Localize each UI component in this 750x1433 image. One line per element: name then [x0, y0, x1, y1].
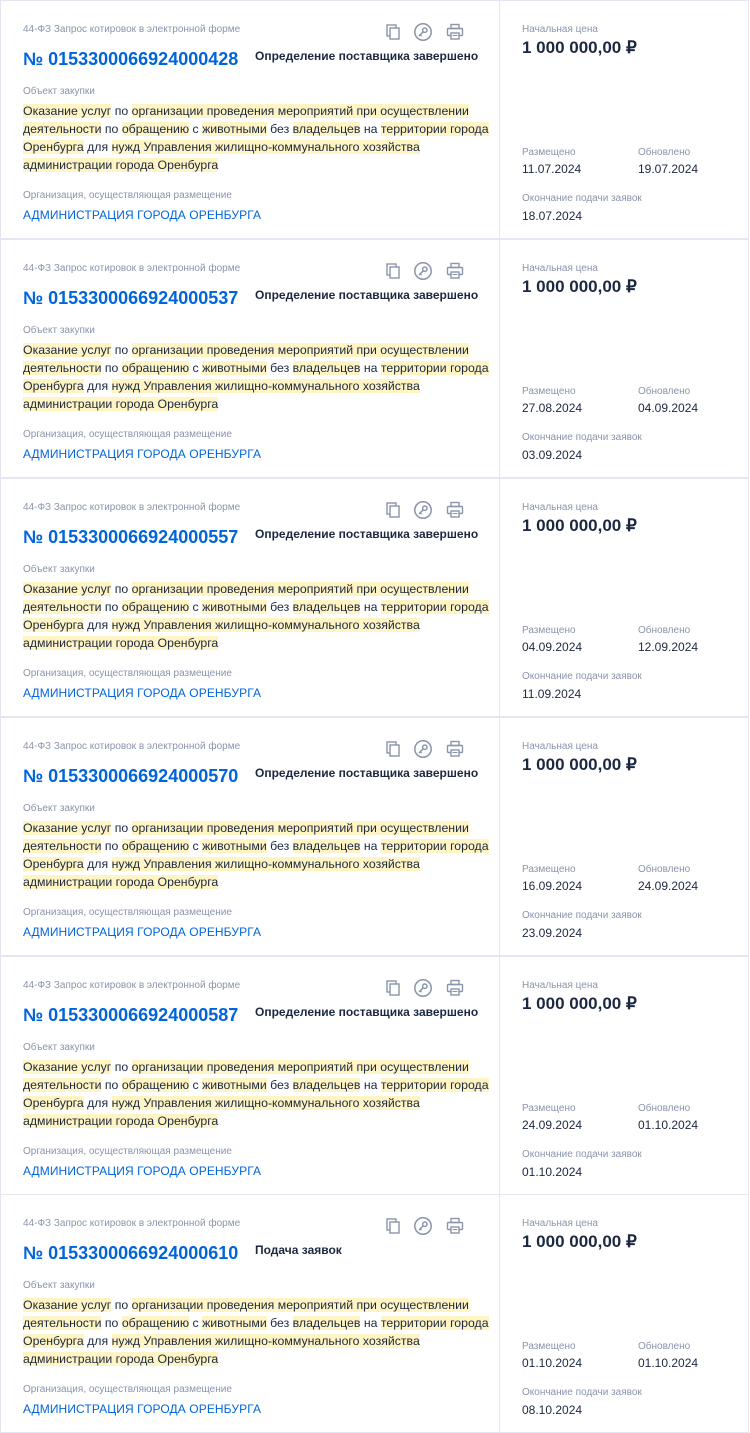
object-text: по	[101, 1316, 122, 1330]
deadline-date: 18.07.2024	[522, 209, 583, 223]
organization-link[interactable]: АДМИНИСТРАЦИЯ ГОРОДА ОРЕНБУРГА	[23, 447, 262, 461]
deadline-date: 01.10.2024	[522, 1165, 583, 1179]
updated-label: Обновлено	[638, 625, 691, 636]
deadline-date: 03.09.2024	[522, 448, 583, 462]
deadline-label: Окончание подачи заявок	[522, 432, 642, 443]
updated-date: 24.09.2024	[638, 879, 699, 893]
highlighted-term: территории города Оренбурга	[23, 122, 489, 154]
card-actions	[383, 1216, 473, 1238]
object-text: для	[83, 618, 112, 632]
card-summary	[499, 956, 749, 1195]
object-text: на	[360, 1078, 381, 1092]
card-actions	[383, 22, 473, 44]
highlighted-term: организации проведения мероприятий при осуществлении деятельности	[23, 1060, 469, 1092]
highlighted-term: нужд Управления жилищно-коммунального хозяйства администрации города Оренбурга	[23, 618, 420, 650]
highlighted-term: Оказание услуг	[23, 104, 112, 118]
published-date: 27.08.2024	[522, 401, 583, 415]
purchase-number-link[interactable]: № 0153300066924000557	[23, 527, 239, 547]
object-text: на	[360, 1316, 381, 1330]
price-value: 1 000 000,00 ₽	[522, 516, 637, 535]
card-actions	[383, 261, 473, 283]
purchase-number-link[interactable]: № 0153300066924000570	[23, 766, 239, 786]
status-text: Подача заявок	[255, 1243, 342, 1257]
card-main	[0, 478, 500, 717]
price-value: 1 000 000,00 ₽	[522, 277, 637, 296]
highlighted-term: организации проведения мероприятий при осуществлении деятельности	[23, 821, 469, 853]
purchase-card	[0, 1194, 750, 1433]
org-label: Организация, осуществляющая размещение	[23, 190, 232, 201]
highlighted-term: владельцев	[292, 1316, 361, 1330]
object-text: по	[111, 1298, 132, 1312]
highlighted-term: животными	[202, 122, 267, 136]
organization-link[interactable]: АДМИНИСТРАЦИЯ ГОРОДА ОРЕНБУРГА	[23, 1164, 262, 1178]
highlighted-term: организации проведения мероприятий при осуществлении деятельности	[23, 1298, 469, 1330]
highlighted-term: обращению	[121, 122, 190, 136]
card-summary	[499, 717, 749, 956]
purchase-number-link[interactable]: № 0153300066924000587	[23, 1005, 239, 1025]
highlighted-term: организации проведения мероприятий при осуществлении деятельности	[23, 582, 469, 614]
purchase-card	[0, 478, 750, 717]
highlighted-term: владельцев	[292, 600, 361, 614]
updated-date: 01.10.2024	[638, 1118, 699, 1132]
card-main	[0, 956, 500, 1195]
card-summary	[499, 1194, 749, 1433]
highlighted-term: владельцев	[292, 839, 361, 853]
highlighted-term: владельцев	[292, 361, 361, 375]
copy-icon[interactable]	[383, 739, 403, 759]
card-summary	[499, 0, 749, 239]
object-description	[23, 1296, 491, 1368]
price-label: Начальная цена	[522, 502, 598, 513]
highlighted-term: организации проведения мероприятий при осуществлении деятельности	[23, 343, 469, 375]
status-text: Определение поставщика завершено	[255, 49, 479, 63]
status-text: Определение поставщика завершено	[255, 527, 479, 541]
object-description	[23, 819, 491, 891]
organization-link[interactable]: АДМИНИСТРАЦИЯ ГОРОДА ОРЕНБУРГА	[23, 1402, 262, 1416]
purchase-number-link[interactable]: № 0153300066924000428	[23, 49, 239, 69]
deadline-date: 23.09.2024	[522, 926, 583, 940]
highlighted-term: владельцев	[292, 1078, 361, 1092]
organization-link[interactable]: АДМИНИСТРАЦИЯ ГОРОДА ОРЕНБУРГА	[23, 686, 262, 700]
published-date: 16.09.2024	[522, 879, 583, 893]
org-label: Организация, осуществляющая размещение	[23, 668, 232, 679]
updated-label: Обновлено	[638, 386, 691, 397]
deadline-date: 11.09.2024	[522, 687, 582, 701]
object-text: по	[101, 600, 122, 614]
deadline-label: Окончание подачи заявок	[522, 193, 642, 204]
object-label: Объект закупки	[23, 803, 95, 814]
card-summary	[499, 478, 749, 717]
object-description	[23, 341, 491, 413]
highlighted-term: Оказание услуг	[23, 821, 112, 835]
object-label: Объект закупки	[23, 325, 95, 336]
purchase-card	[0, 717, 750, 956]
organization-link[interactable]: АДМИНИСТРАЦИЯ ГОРОДА ОРЕНБУРГА	[23, 208, 262, 222]
published-label: Размещено	[522, 1341, 576, 1352]
purchase-card	[0, 956, 750, 1195]
law-type: 44-ФЗ Запрос котировок в электронной форме	[23, 980, 241, 991]
highlighted-term: животными	[202, 1078, 267, 1092]
object-text: на	[360, 122, 381, 136]
object-text: с	[189, 361, 203, 375]
highlighted-term: территории города Оренбурга	[23, 600, 489, 632]
highlighted-term: территории города Оренбурга	[23, 361, 489, 393]
print-icon[interactable]	[445, 1216, 465, 1236]
published-label: Размещено	[522, 1103, 576, 1114]
published-label: Размещено	[522, 147, 576, 158]
deadline-label: Окончание подачи заявок	[522, 1149, 642, 1160]
updated-date: 04.09.2024	[638, 401, 699, 415]
highlighted-term: нужд Управления жилищно-коммунального хозяйства администрации города Оренбурга	[23, 1334, 420, 1366]
object-text: по	[101, 1078, 122, 1092]
highlighted-term: нужд Управления жилищно-коммунального хозяйства администрации города Оренбурга	[23, 140, 420, 172]
object-text: для	[83, 379, 112, 393]
purchase-number-link[interactable]: № 0153300066924000610	[23, 1243, 239, 1263]
key-icon[interactable]	[413, 22, 433, 42]
law-type: 44-ФЗ Запрос котировок в электронной форме	[23, 741, 241, 752]
object-description	[23, 580, 491, 652]
organization-link[interactable]: АДМИНИСТРАЦИЯ ГОРОДА ОРЕНБУРГА	[23, 925, 262, 939]
print-icon[interactable]	[445, 978, 465, 998]
updated-date: 01.10.2024	[638, 1356, 699, 1370]
object-text: для	[83, 1334, 112, 1348]
updated-date: 12.09.2024	[638, 640, 699, 654]
published-label: Размещено	[522, 386, 576, 397]
deadline-date: 08.10.2024	[522, 1403, 583, 1417]
highlighted-term: животными	[202, 1316, 267, 1330]
object-label: Объект закупки	[23, 564, 95, 575]
object-text: для	[83, 140, 112, 154]
highlighted-term: нужд Управления жилищно-коммунального хозяйства администрации города Оренбурга	[23, 379, 420, 411]
card-actions	[383, 500, 473, 522]
purchase-number-link[interactable]: № 0153300066924000537	[23, 288, 239, 308]
published-date: 11.07.2024	[522, 162, 582, 176]
highlighted-term: нужд Управления жилищно-коммунального хозяйства администрации города Оренбурга	[23, 1096, 420, 1128]
law-type: 44-ФЗ Запрос котировок в электронной форме	[23, 263, 241, 274]
object-label: Объект закупки	[23, 1042, 95, 1053]
card-main	[0, 717, 500, 956]
deadline-label: Окончание подачи заявок	[522, 671, 642, 682]
object-text: с	[189, 122, 203, 136]
key-icon[interactable]	[413, 500, 433, 520]
card-summary	[499, 239, 749, 478]
copy-icon[interactable]	[383, 1216, 403, 1236]
highlighted-term: нужд Управления жилищно-коммунального хозяйства администрации города Оренбурга	[23, 857, 420, 889]
print-icon[interactable]	[445, 500, 465, 520]
object-description	[23, 1058, 491, 1130]
key-icon[interactable]	[413, 1216, 433, 1236]
object-text: на	[360, 600, 381, 614]
highlighted-term: территории города Оренбурга	[23, 1316, 489, 1348]
law-type: 44-ФЗ Запрос котировок в электронной форме	[23, 1218, 241, 1229]
object-text: по	[101, 122, 122, 136]
published-label: Размещено	[522, 864, 576, 875]
highlighted-term: обращению	[121, 839, 190, 853]
org-label: Организация, осуществляющая размещение	[23, 429, 232, 440]
object-text: без	[266, 1078, 293, 1092]
object-text: для	[83, 1096, 112, 1110]
object-label: Объект закупки	[23, 1280, 95, 1291]
card-main	[0, 1194, 500, 1433]
object-text: по	[111, 821, 132, 835]
status-text: Определение поставщика завершено	[255, 288, 479, 302]
card-main	[0, 239, 500, 478]
object-text: с	[189, 839, 203, 853]
object-text: для	[83, 857, 112, 871]
print-icon[interactable]	[445, 739, 465, 759]
copy-icon[interactable]	[383, 978, 403, 998]
copy-icon[interactable]	[383, 261, 403, 281]
object-text: по	[111, 343, 132, 357]
object-text: с	[189, 1078, 203, 1092]
highlighted-term: животными	[202, 361, 267, 375]
org-label: Организация, осуществляющая размещение	[23, 1146, 232, 1157]
key-icon[interactable]	[413, 261, 433, 281]
status-text: Определение поставщика завершено	[255, 766, 479, 780]
law-type: 44-ФЗ Запрос котировок в электронной форме	[23, 24, 241, 35]
print-icon[interactable]	[445, 22, 465, 42]
highlighted-term: животными	[202, 839, 267, 853]
published-date: 04.09.2024	[522, 640, 583, 654]
deadline-label: Окончание подачи заявок	[522, 910, 642, 921]
copy-icon[interactable]	[383, 22, 403, 42]
object-text: без	[266, 1316, 293, 1330]
purchase-card	[0, 0, 750, 239]
object-text: по	[111, 1060, 132, 1074]
object-text: без	[266, 122, 293, 136]
object-text: по	[101, 839, 122, 853]
object-text: на	[360, 361, 381, 375]
object-text: на	[360, 839, 381, 853]
object-label: Объект закупки	[23, 86, 95, 97]
key-icon[interactable]	[413, 978, 433, 998]
object-text: без	[266, 361, 293, 375]
updated-label: Обновлено	[638, 1103, 691, 1114]
updated-date: 19.07.2024	[638, 162, 699, 176]
org-label: Организация, осуществляющая размещение	[23, 907, 232, 918]
highlighted-term: территории города Оренбурга	[23, 1078, 489, 1110]
price-label: Начальная цена	[522, 1218, 598, 1229]
object-text: с	[189, 1316, 203, 1330]
price-value: 1 000 000,00 ₽	[522, 755, 637, 774]
object-text: без	[266, 600, 293, 614]
highlighted-term: обращению	[121, 1078, 190, 1092]
highlighted-term: Оказание услуг	[23, 1060, 112, 1074]
updated-label: Обновлено	[638, 147, 691, 158]
status-text: Определение поставщика завершено	[255, 1005, 479, 1019]
published-date: 24.09.2024	[522, 1118, 583, 1132]
highlighted-term: обращению	[121, 600, 190, 614]
price-label: Начальная цена	[522, 980, 598, 991]
highlighted-term: Оказание услуг	[23, 582, 112, 596]
law-type: 44-ФЗ Запрос котировок в электронной форме	[23, 502, 241, 513]
price-label: Начальная цена	[522, 741, 598, 752]
highlighted-term: Оказание услуг	[23, 1298, 112, 1312]
price-label: Начальная цена	[522, 263, 598, 274]
object-text: по	[101, 361, 122, 375]
purchase-card	[0, 239, 750, 478]
object-description	[23, 102, 491, 174]
object-text: по	[111, 582, 132, 596]
published-date: 01.10.2024	[522, 1356, 583, 1370]
object-text: с	[189, 600, 203, 614]
highlighted-term: территории города Оренбурга	[23, 839, 489, 871]
card-actions	[383, 978, 473, 1000]
price-value: 1 000 000,00 ₽	[522, 38, 637, 57]
card-main	[0, 0, 500, 239]
price-value: 1 000 000,00 ₽	[522, 1232, 637, 1251]
object-text: по	[111, 104, 132, 118]
price-value: 1 000 000,00 ₽	[522, 994, 637, 1013]
org-label: Организация, осуществляющая размещение	[23, 1384, 232, 1395]
price-label: Начальная цена	[522, 24, 598, 35]
highlighted-term: животными	[202, 600, 267, 614]
highlighted-term: обращению	[121, 1316, 190, 1330]
highlighted-term: Оказание услуг	[23, 343, 112, 357]
deadline-label: Окончание подачи заявок	[522, 1387, 642, 1398]
updated-label: Обновлено	[638, 864, 691, 875]
copy-icon[interactable]	[383, 500, 403, 520]
highlighted-term: владельцев	[292, 122, 361, 136]
print-icon[interactable]	[445, 261, 465, 281]
object-text: без	[266, 839, 293, 853]
highlighted-term: обращению	[121, 361, 190, 375]
published-label: Размещено	[522, 625, 576, 636]
highlighted-term: организации проведения мероприятий при осуществлении деятельности	[23, 104, 469, 136]
card-actions	[383, 739, 473, 761]
updated-label: Обновлено	[638, 1341, 691, 1352]
key-icon[interactable]	[413, 739, 433, 759]
